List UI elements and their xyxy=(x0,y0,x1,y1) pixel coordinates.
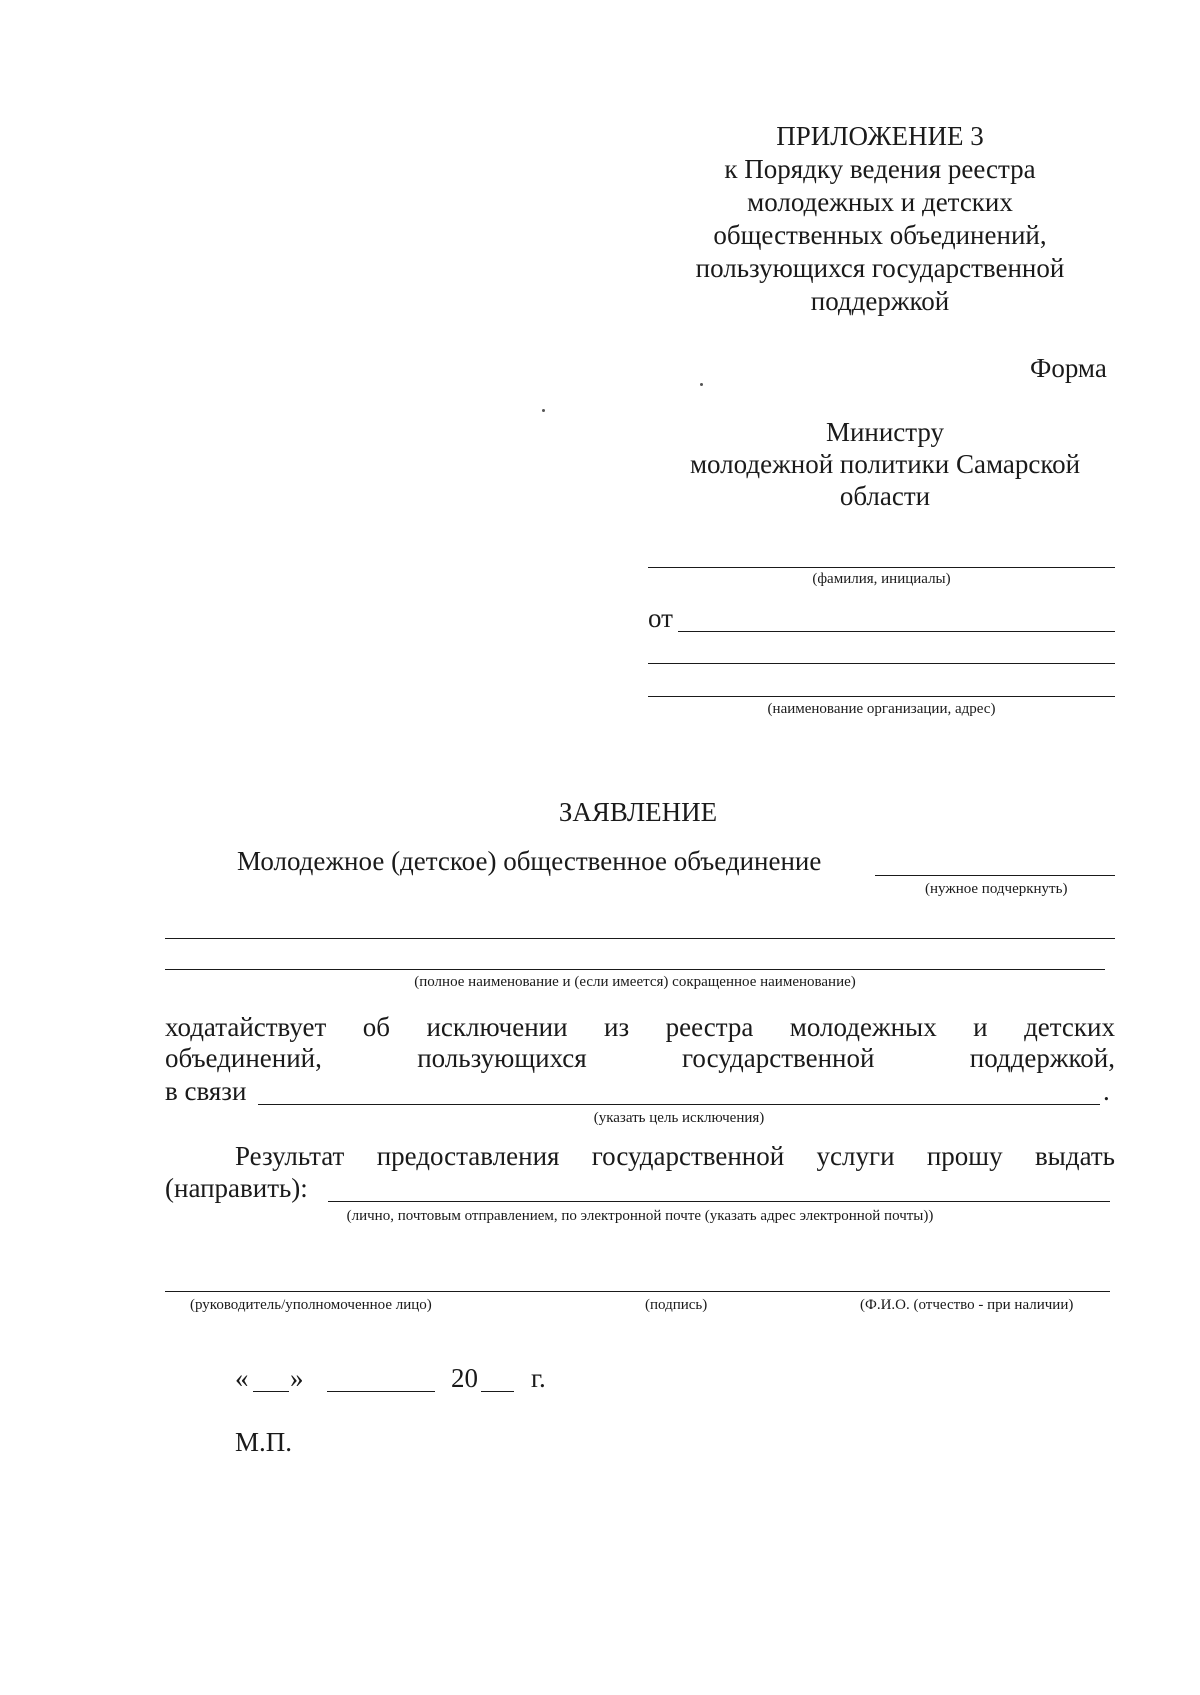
date-year-suffix: г. xyxy=(531,1363,546,1393)
appendix-line: молодежных и детских xyxy=(747,187,1013,217)
para2-line1 xyxy=(235,1140,1115,1172)
para1-line2 xyxy=(165,1042,1115,1074)
word: государственной xyxy=(682,1043,875,1073)
stamp-label: М.П. xyxy=(235,1427,293,1457)
date-year-prefix: 20 xyxy=(451,1363,478,1393)
scan-speck xyxy=(700,383,703,386)
signature-line[interactable] xyxy=(165,1291,1110,1292)
org-line[interactable] xyxy=(648,696,1115,697)
addressee-line: области xyxy=(839,481,931,511)
appendix-title: ПРИЛОЖЕНИЕ 3 xyxy=(776,121,984,151)
word: прошу xyxy=(926,1141,1003,1171)
para1-end-period: . xyxy=(1103,1076,1110,1106)
scan-speck xyxy=(542,409,545,412)
org-caption: (наименование организации, адрес) xyxy=(767,701,996,717)
statement-title xyxy=(0,796,1200,828)
para1-line1 xyxy=(165,1011,1115,1043)
appendix-block xyxy=(640,120,1120,318)
from-label: от xyxy=(648,603,673,633)
word: ходатайствует xyxy=(165,1012,327,1042)
appendix-line: общественных объединений, xyxy=(713,220,1047,250)
addressee-name-caption: (фамилия, инициалы) xyxy=(812,571,951,587)
underline-caption: (нужное подчеркнуть) xyxy=(925,881,1068,897)
word: об xyxy=(362,1012,391,1042)
reason-caption: (указать цель исключения) xyxy=(593,1110,765,1126)
appendix-line: поддержкой xyxy=(810,286,950,316)
addressee-block xyxy=(660,416,1110,512)
word: предоставления xyxy=(376,1141,560,1171)
word: объединений, xyxy=(165,1043,322,1073)
org-name-line[interactable] xyxy=(165,969,1105,970)
sign-caption: (подпись) xyxy=(645,1297,708,1313)
date-day-line[interactable] xyxy=(253,1391,289,1392)
addressee-line: молодежной политики Самарской xyxy=(689,449,1081,479)
word: исключении xyxy=(426,1012,568,1042)
org-line[interactable] xyxy=(648,663,1115,664)
role-caption: (руководитель/уполномоченное лицо) xyxy=(190,1297,432,1313)
appendix-line: пользующихся государственной xyxy=(695,253,1065,283)
word: из xyxy=(604,1012,630,1042)
delivery-caption: (лично, почтовым отправлением, по электронной почте (указать адрес электронной почты)) xyxy=(346,1208,934,1224)
date-open-quote: « xyxy=(235,1363,249,1393)
addressee-line: Министру xyxy=(825,417,945,447)
addressee-name-line[interactable] xyxy=(648,567,1115,568)
word: детских xyxy=(1024,1012,1115,1042)
type-underline-line[interactable] xyxy=(875,875,1115,876)
para2-line2-prefix: (направить): xyxy=(165,1173,308,1203)
appendix-line: к Порядку ведения реестра xyxy=(724,154,1036,184)
date-month-line[interactable] xyxy=(327,1391,435,1392)
statement-title-text: ЗАЯВЛЕНИЕ xyxy=(558,797,718,827)
word: выдать xyxy=(1034,1141,1115,1171)
delivery-method-line[interactable] xyxy=(328,1201,1110,1202)
word: Результат xyxy=(235,1141,345,1171)
word: поддержкой, xyxy=(969,1043,1115,1073)
form-label: Форма xyxy=(1030,353,1107,383)
word: и xyxy=(973,1012,988,1042)
word: пользующихся xyxy=(417,1043,587,1073)
fio-caption: (Ф.И.О. (отчество - при наличии) xyxy=(860,1297,1074,1313)
word: молодежных xyxy=(789,1012,937,1042)
from-line[interactable] xyxy=(678,631,1115,632)
org-name-caption: (полное наименование и (если имеется) сокращенное наименование) xyxy=(414,974,856,990)
date-year-line[interactable] xyxy=(481,1391,514,1392)
word: реестра xyxy=(665,1012,754,1042)
org-name-line[interactable] xyxy=(165,938,1115,939)
para1-line3-prefix: в связи xyxy=(165,1076,247,1106)
statement-intro: Молодежное (детское) общественное объединение xyxy=(237,846,822,876)
date-close-quote: » xyxy=(290,1363,304,1393)
word: услуги xyxy=(816,1141,895,1171)
reason-line[interactable] xyxy=(258,1104,1100,1105)
word: государственной xyxy=(591,1141,785,1171)
